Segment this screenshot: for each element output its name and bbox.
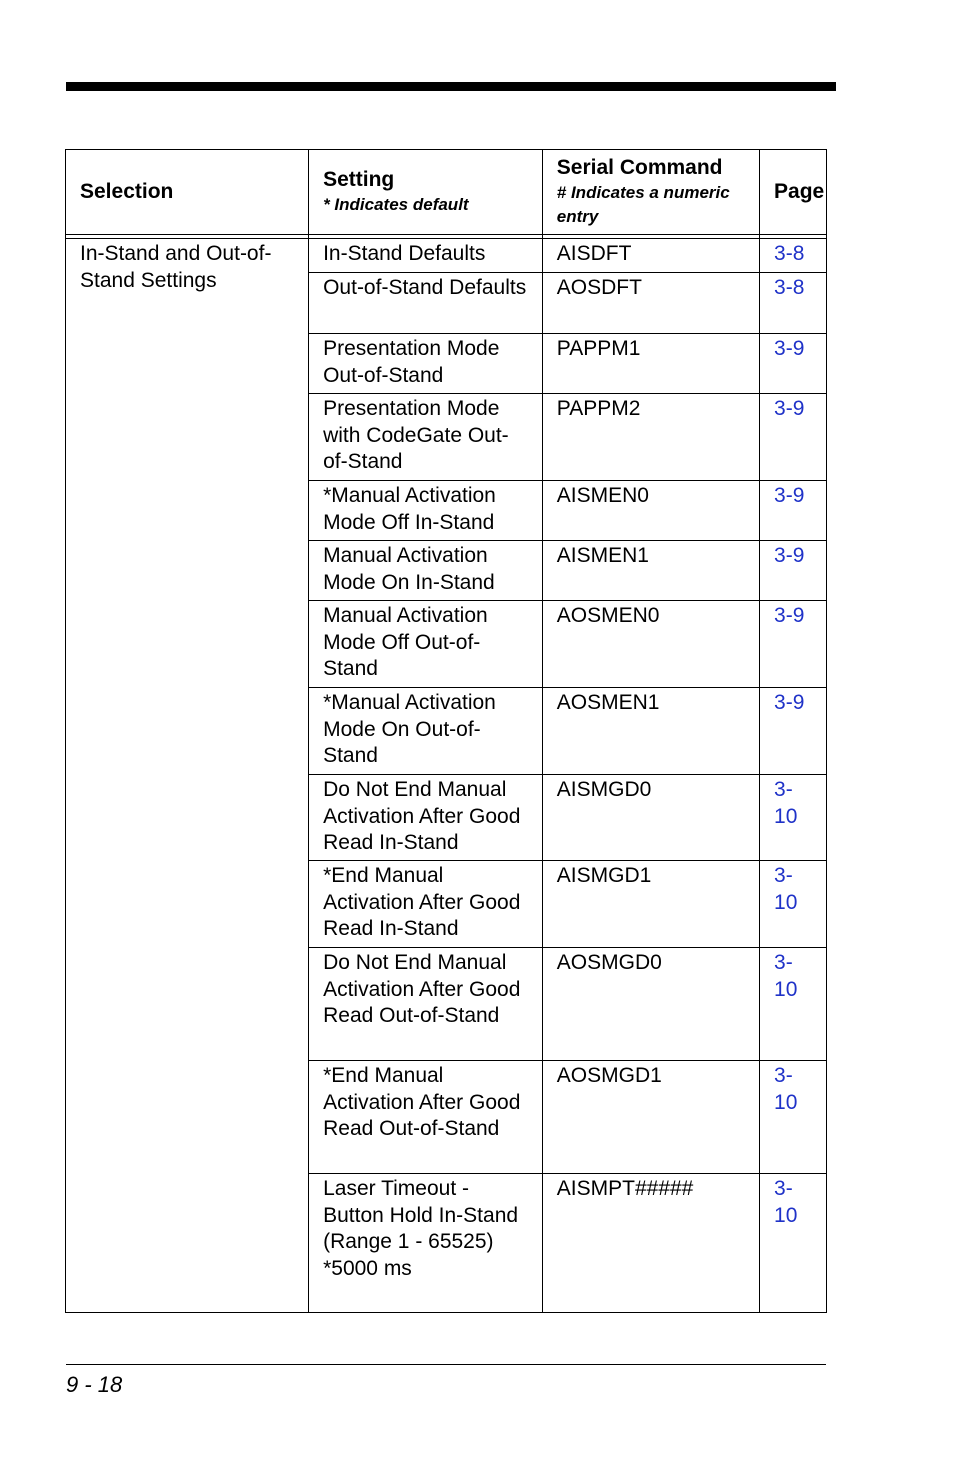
header-page-label: Page bbox=[774, 179, 825, 203]
serial-command-cell: AISMEN0 bbox=[542, 481, 759, 541]
page-number: 9 - 18 bbox=[66, 1372, 123, 1397]
setting-text: Manual Activation Mode Off Out-of-Stand bbox=[323, 604, 488, 680]
setting-cell bbox=[309, 601, 543, 688]
setting-cell bbox=[309, 239, 543, 273]
serial-command-cell: AISMEN1 bbox=[542, 541, 759, 601]
setting-range: (Range 1 - 65525) bbox=[323, 1230, 494, 1253]
serial-command-table bbox=[65, 149, 827, 1313]
page-link[interactable]: 3-10 bbox=[774, 778, 798, 828]
table-row bbox=[66, 239, 827, 273]
setting-text: *Manual Activation Mode On Out-of-Stand bbox=[323, 691, 496, 767]
page-cell bbox=[760, 334, 827, 394]
page-link[interactable]: 3-9 bbox=[774, 544, 805, 567]
setting-default: *5000 ms bbox=[323, 1256, 412, 1280]
setting-text: Presentation Mode Out-of-Stand bbox=[323, 337, 500, 387]
top-rule bbox=[66, 82, 836, 91]
page-cell bbox=[760, 775, 827, 861]
header-serial-command bbox=[542, 150, 759, 235]
setting-text: In-Stand Defaults bbox=[323, 242, 486, 265]
setting-text: Presentation Mode with CodeGate Out-of-Stand bbox=[323, 397, 509, 473]
page-cell bbox=[760, 688, 827, 775]
setting-cell bbox=[309, 688, 543, 775]
setting-text: Out-of-Stand Defaults bbox=[323, 276, 527, 299]
setting-cell bbox=[309, 273, 543, 334]
header-setting-note: * Indicates default bbox=[323, 195, 469, 215]
header-setting-label: Setting bbox=[323, 167, 395, 191]
table-header-row bbox=[66, 150, 827, 235]
page-link[interactable]: 3-8 bbox=[774, 242, 805, 265]
page-link[interactable]: 3-9 bbox=[774, 604, 805, 627]
header-serial-label: Serial Command bbox=[556, 155, 723, 179]
setting-text: Do Not End Manual Activation After Good Read Out-of-Stand bbox=[323, 951, 521, 1027]
page-cell bbox=[760, 541, 827, 601]
page-link[interactable]: 3-9 bbox=[774, 484, 805, 507]
serial-command-cell: AISMGD1 bbox=[542, 861, 759, 948]
page-link[interactable]: 3-9 bbox=[774, 397, 805, 420]
bottom-rule bbox=[66, 1364, 826, 1365]
page-cell bbox=[760, 601, 827, 688]
page-cell bbox=[760, 394, 827, 481]
serial-command-cell: AISMPT##### bbox=[542, 1174, 759, 1313]
page-cell bbox=[760, 239, 827, 273]
page-link[interactable]: 3-10 bbox=[774, 1177, 798, 1227]
page-cell bbox=[760, 1174, 827, 1313]
page-link[interactable]: 3-8 bbox=[774, 276, 805, 299]
setting-text: Manual Activation Mode On In-Stand bbox=[323, 544, 495, 594]
header-page bbox=[760, 150, 827, 235]
setting-text: Do Not End Manual Activation After Good Read In-Stand bbox=[323, 778, 521, 854]
page-cell bbox=[760, 861, 827, 948]
header-selection bbox=[66, 150, 309, 235]
setting-cell bbox=[309, 394, 543, 481]
page-cell bbox=[760, 1061, 827, 1174]
setting-cell bbox=[309, 861, 543, 948]
setting-text: *Manual Activation Mode Off In-Stand bbox=[323, 484, 496, 534]
setting-text: Laser Timeout - Button Hold In-Stand bbox=[323, 1177, 519, 1227]
page-link[interactable]: 3-9 bbox=[774, 691, 805, 714]
page-link[interactable]: 3-9 bbox=[774, 337, 805, 360]
serial-command-cell: AOSDFT bbox=[542, 273, 759, 334]
setting-cell bbox=[309, 541, 543, 601]
setting-cell bbox=[309, 775, 543, 861]
page-cell bbox=[760, 948, 827, 1061]
page-link[interactable]: 3-10 bbox=[774, 1064, 798, 1114]
serial-command-cell: AOSMEN1 bbox=[542, 688, 759, 775]
page-link[interactable]: 3-10 bbox=[774, 951, 798, 1001]
serial-command-cell: AISMGD0 bbox=[542, 775, 759, 861]
serial-command-cell: AOSMGD1 bbox=[542, 1061, 759, 1174]
serial-command-cell: AOSMGD0 bbox=[542, 948, 759, 1061]
page-cell bbox=[760, 273, 827, 334]
setting-text: *End Manual Activation After Good Read Out-of-Stand bbox=[323, 1064, 521, 1140]
header-serial-note: # Indicates a numeric entry bbox=[556, 183, 730, 227]
setting-cell bbox=[309, 334, 543, 394]
setting-cell bbox=[309, 1174, 543, 1313]
setting-cell bbox=[309, 948, 543, 1061]
setting-cell bbox=[309, 1061, 543, 1174]
page-cell bbox=[760, 481, 827, 541]
header-selection-label: Selection bbox=[80, 179, 174, 203]
serial-command-cell: AISDFT bbox=[542, 239, 759, 273]
serial-command-cell: AOSMEN0 bbox=[542, 601, 759, 688]
page-link[interactable]: 3-10 bbox=[774, 864, 798, 914]
serial-command-cell: PAPPM1 bbox=[542, 334, 759, 394]
setting-text: *End Manual Activation After Good Read In-Stand bbox=[323, 864, 521, 940]
setting-cell bbox=[309, 481, 543, 541]
selection-cell: In-Stand and Out-of-Stand Settings bbox=[66, 239, 309, 1313]
serial-command-cell: PAPPM2 bbox=[542, 394, 759, 481]
header-setting bbox=[309, 150, 543, 235]
